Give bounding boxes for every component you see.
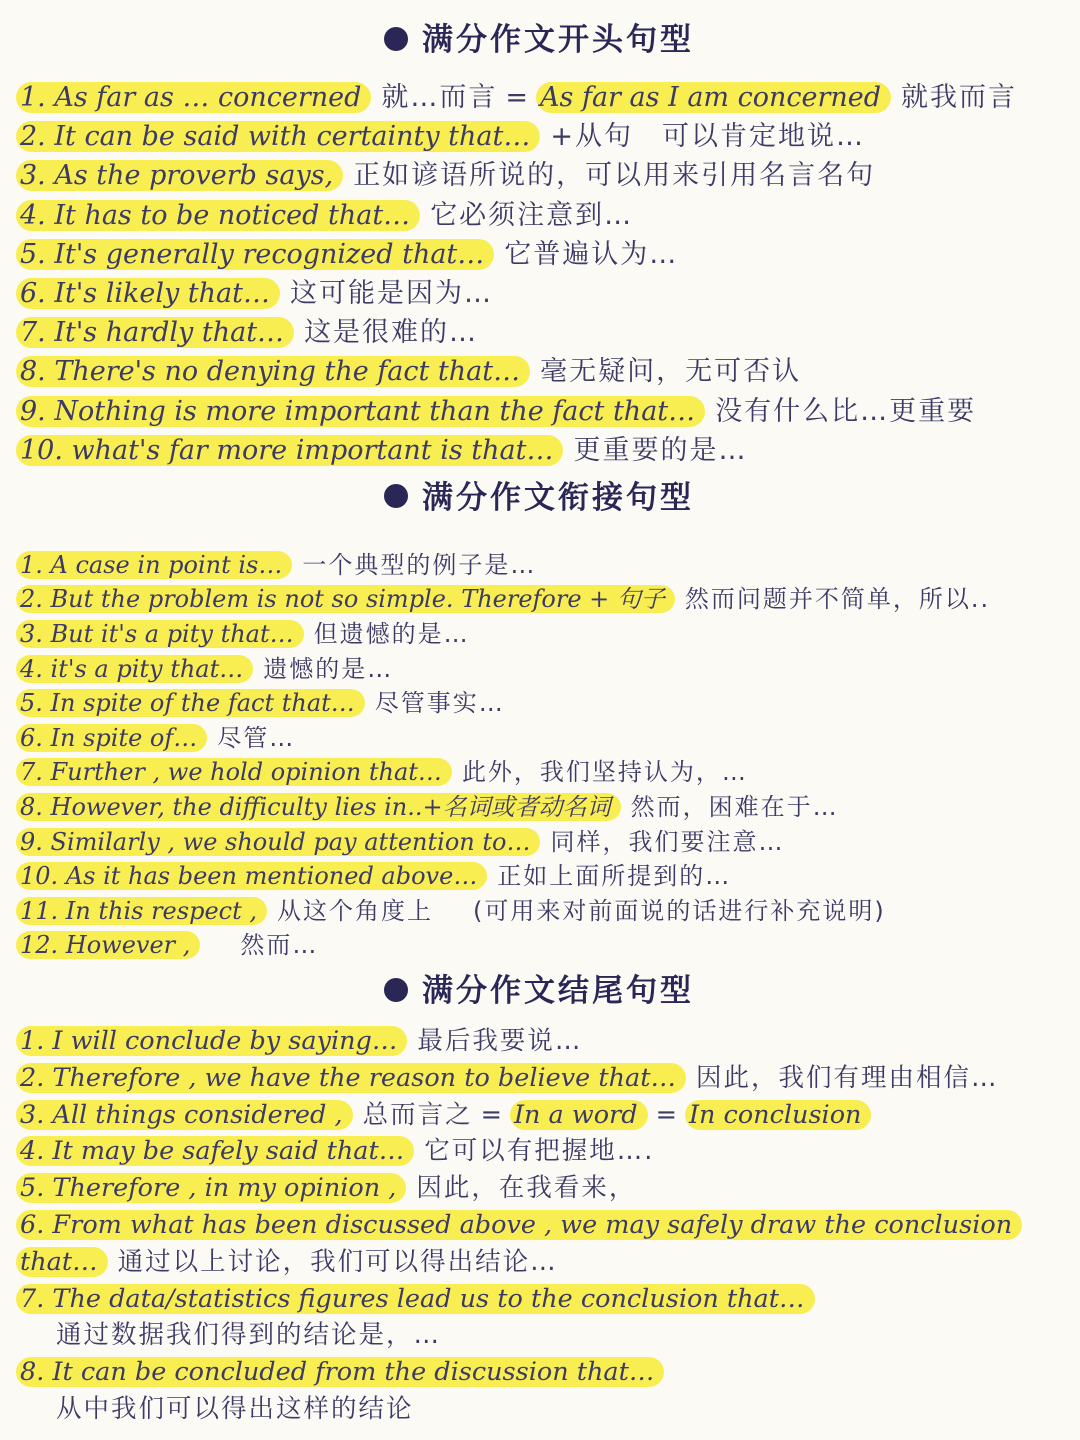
list-item xyxy=(16,582,1062,617)
section-title-transition xyxy=(16,470,1062,526)
list-item xyxy=(16,894,1062,929)
chinese-translation: 从这个角度上 xyxy=(277,896,433,925)
english-phrase: 11. In this respect , xyxy=(16,897,267,925)
english-phrase: 7. Further , we hold opinion that… xyxy=(16,758,452,786)
list-item xyxy=(16,686,1062,721)
chinese-translation: 然而，困难在于… xyxy=(630,793,839,822)
english-phrase: 9. Similarly , we should pay attention to… xyxy=(16,828,540,856)
english-phrase-continued: that… xyxy=(16,1247,108,1277)
bullet-dot-icon xyxy=(384,484,408,508)
usage-note: (可用来对前面说的话进行补充说明) xyxy=(473,896,886,925)
list-item-continued xyxy=(16,1244,1062,1281)
chinese-translation: 正如上面所提到的… xyxy=(497,862,732,891)
list-item xyxy=(16,235,1062,274)
chinese-translation: +从句 可以肯定地说… xyxy=(550,121,865,153)
list-item xyxy=(16,1207,1062,1244)
list-item xyxy=(16,721,1062,756)
chinese-translation: 因此，我们有理由相信… xyxy=(695,1062,999,1093)
list-item xyxy=(16,156,1062,195)
list-item xyxy=(16,1281,1062,1318)
english-phrase: 10. what's far more important is that… xyxy=(16,435,563,466)
list-item xyxy=(16,1170,1062,1207)
english-phrase: 1. A case in point is… xyxy=(16,551,292,579)
chinese-translation: 因此，在我看来， xyxy=(416,1173,637,1204)
english-phrase-alt: In conclusion xyxy=(685,1100,872,1130)
chinese-translation: 遗憾的是… xyxy=(263,654,394,683)
chinese-translation-alt: 就我而言 xyxy=(901,82,1018,113)
chinese-translation: 它必须注意到… xyxy=(430,199,634,231)
list-item xyxy=(16,78,1062,117)
chinese-translation: 没有什么比…更重要 xyxy=(715,395,977,427)
section-title-conclusion xyxy=(16,963,1062,1019)
english-phrase: 4. It has to be noticed that… xyxy=(16,200,420,231)
section-title-text: 满分作文结尾句型 xyxy=(422,973,694,1009)
list-item xyxy=(16,117,1062,156)
english-phrase: 5. It's generally recognized that… xyxy=(16,239,494,270)
english-phrase: 4. It may be safely said that… xyxy=(16,1136,414,1166)
chinese-translation: 通过以上讨论，我们可以得出结论… xyxy=(117,1246,558,1277)
chinese-translation-line: 通过数据我们得到的结论是，… xyxy=(56,1320,442,1351)
chinese-translation: 更重要的是… xyxy=(573,434,748,466)
english-phrase: 4. it's a pity that… xyxy=(16,655,253,683)
chinese-translation: 一个典型的例子是… xyxy=(302,550,537,579)
list-item xyxy=(16,352,1062,391)
english-phrase: 1. I will conclude by saying… xyxy=(16,1026,407,1056)
english-phrase: 9. Nothing is more important than the fact that… xyxy=(16,396,705,427)
bullet-dot-icon xyxy=(384,978,408,1002)
list-item xyxy=(16,431,1062,470)
chinese-translation: 毫无疑问，无可否认 xyxy=(540,356,802,388)
chinese-translation: 它普遍认为… xyxy=(504,238,679,270)
chinese-translation: 总而言之 xyxy=(362,1099,473,1130)
chinese-translation: 这可能是因为… xyxy=(290,277,493,309)
equals-sign: = xyxy=(655,1099,677,1130)
list-item xyxy=(16,274,1062,313)
english-phrase: 5. In spite of the fact that… xyxy=(16,689,365,717)
chinese-translation: 同样，我们要注意… xyxy=(550,827,785,856)
english-phrase: 5. Therefore , in my opinion , xyxy=(16,1173,406,1203)
list-item xyxy=(16,1354,1062,1391)
english-phrase: 2. Therefore , we have the reason to believe that… xyxy=(16,1063,686,1093)
english-phrase: 12. However , xyxy=(16,931,200,959)
equals-sign: = xyxy=(505,82,529,113)
list-item xyxy=(16,1060,1062,1097)
english-phrase: 10. As it has been mentioned above… xyxy=(16,862,487,890)
english-phrase: 3. But it's a pity that… xyxy=(16,620,304,648)
list-item xyxy=(16,825,1062,860)
conclusion-sentence-list xyxy=(16,1023,1062,1428)
section-title-text: 满分作文衔接句型 xyxy=(422,479,694,516)
list-item xyxy=(16,392,1062,431)
chinese-translation: 它可以有把握地…. xyxy=(424,1136,655,1167)
list-item xyxy=(16,1023,1062,1060)
list-item xyxy=(16,313,1062,352)
english-phrase-alt: As far as I am concerned xyxy=(536,82,891,113)
chinese-translation: 尽管… xyxy=(217,723,296,752)
list-item xyxy=(16,196,1062,235)
english-phrase: 3. All things considered , xyxy=(16,1100,353,1130)
list-item xyxy=(16,1097,1062,1134)
chinese-translation: 这是很难的… xyxy=(304,317,479,349)
english-phrase: 6. From what has been discussed above , we may safely draw the conclusion xyxy=(16,1210,1022,1240)
section-title-opening xyxy=(16,12,1062,68)
chinese-translation: 然而… xyxy=(240,931,319,960)
english-phrase: 7. The data/statistics figures lead us to the conclusion that… xyxy=(16,1284,815,1314)
list-item xyxy=(16,790,1062,825)
english-phrase: 2. It can be said with certainty that… xyxy=(16,121,540,152)
chinese-translation: 然而问题并不简单，所以.. xyxy=(684,585,991,614)
list-item xyxy=(16,859,1062,894)
section-title-text: 满分作文开头句型 xyxy=(422,22,694,58)
english-phrase: 8. There's no denying the fact that… xyxy=(16,356,530,387)
english-phrase-alt: In a word xyxy=(510,1100,648,1130)
list-item xyxy=(16,1133,1062,1170)
list-item xyxy=(16,928,1062,963)
chinese-translation-line: 从中我们可以得出这样的结论 xyxy=(56,1393,414,1424)
chinese-translation: 但遗憾的是… xyxy=(313,620,470,649)
bullet-dot-icon xyxy=(384,27,408,51)
english-phrase: 7. It's hardly that… xyxy=(16,317,294,348)
english-phrase: 6. In spite of… xyxy=(16,724,207,752)
list-item xyxy=(16,617,1062,652)
list-item xyxy=(16,548,1062,583)
english-phrase: 3. As the proverb says, xyxy=(16,160,343,191)
list-item xyxy=(16,755,1062,790)
opening-sentence-list xyxy=(16,78,1062,470)
english-phrase: 6. It's likely that… xyxy=(16,278,280,309)
english-phrase: 2. But the problem is not so simple. Therefore + 句子 xyxy=(16,585,675,613)
chinese-translation: 此外，我们坚持认为，… xyxy=(461,758,748,787)
english-phrase: 1. As far as … concerned xyxy=(16,82,371,113)
chinese-translation: 就…而言 xyxy=(381,82,498,113)
chinese-translation: 正如谚语所说的，可以用来引用名言名句 xyxy=(353,160,876,192)
english-phrase: 8. However, the difficulty lies in..+名词或者动名词 xyxy=(16,793,621,821)
chinese-translation: 尽管事实… xyxy=(374,689,505,718)
equals-sign: = xyxy=(480,1099,502,1130)
english-phrase: 8. It can be concluded from the discussion that… xyxy=(16,1357,664,1387)
transition-sentence-list xyxy=(16,548,1062,963)
chinese-translation: 最后我要说… xyxy=(417,1026,583,1056)
list-item xyxy=(16,652,1062,687)
